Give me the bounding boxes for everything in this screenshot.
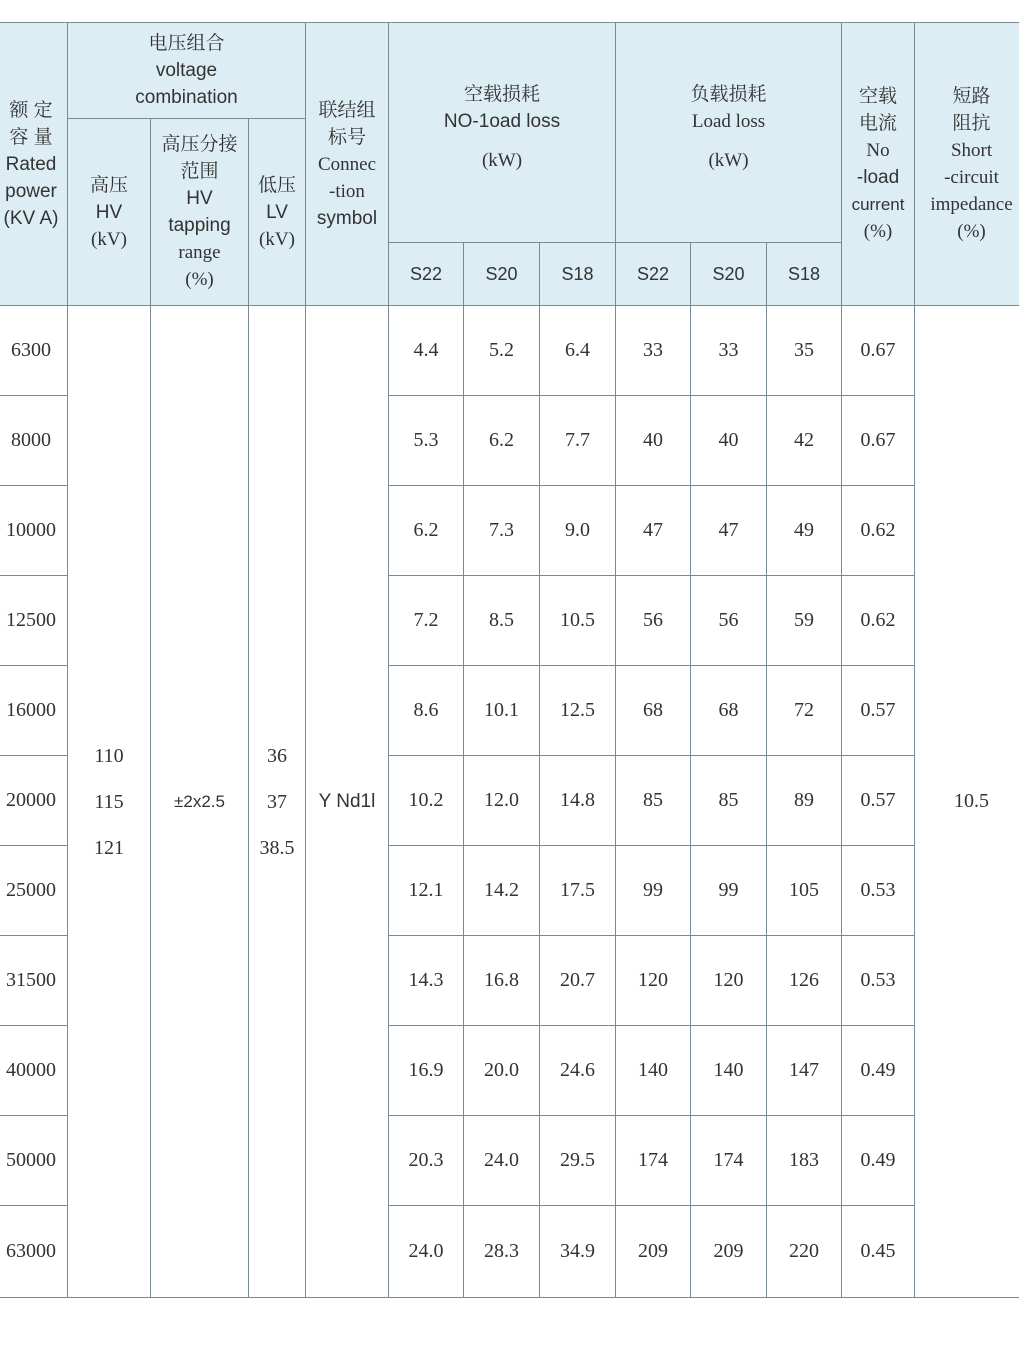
load-loss-s22-cell: 209 bbox=[616, 1206, 691, 1298]
load-loss-s18-cell: 220 bbox=[767, 1206, 842, 1298]
load-loss-s18-cell: 147 bbox=[767, 1026, 842, 1116]
no-load-loss-s20-cell: 12.0 bbox=[464, 756, 540, 846]
tapping-range-cell: ±2x2.5 bbox=[151, 306, 249, 1298]
rated-power-cell: 6300 bbox=[0, 306, 68, 396]
header-voltage-combination: 电压组合 voltage combination bbox=[68, 23, 306, 119]
no-load-loss-s22-cell: 5.3 bbox=[389, 396, 464, 486]
rated-power-cell: 20000 bbox=[0, 756, 68, 846]
no-load-current-cell: 0.67 bbox=[842, 396, 915, 486]
load-loss-s18-cell: 126 bbox=[767, 936, 842, 1026]
load-loss-s20-cell: 120 bbox=[691, 936, 767, 1026]
rated-power-cell: 25000 bbox=[0, 846, 68, 936]
lv-value: 36 bbox=[267, 744, 287, 767]
load-loss-s20-cell: 140 bbox=[691, 1026, 767, 1116]
no-load-loss-s20-cell: 16.8 bbox=[464, 936, 540, 1026]
rated-power-cell: 63000 bbox=[0, 1206, 68, 1298]
hv-value: 110 bbox=[94, 744, 124, 767]
load-loss-s22-cell: 68 bbox=[616, 666, 691, 756]
transformer-spec-table bbox=[0, 22, 1019, 1298]
load-loss-s18-cell: 35 bbox=[767, 306, 842, 396]
no-load-loss-s20-cell: 5.2 bbox=[464, 306, 540, 396]
load-loss-s20-cell: 85 bbox=[691, 756, 767, 846]
load-loss-s20-cell: 56 bbox=[691, 576, 767, 666]
no-load-loss-s18-cell: 17.5 bbox=[540, 846, 616, 936]
no-load-loss-s22-cell: 8.6 bbox=[389, 666, 464, 756]
no-load-loss-s20-cell: 24.0 bbox=[464, 1116, 540, 1206]
rated-power-cell: 10000 bbox=[0, 486, 68, 576]
load-loss-s18-cell: 72 bbox=[767, 666, 842, 756]
load-loss-s20-cell: 47 bbox=[691, 486, 767, 576]
no-load-loss-s20-cell: 10.1 bbox=[464, 666, 540, 756]
hv-values-cell bbox=[68, 306, 151, 1298]
header-rated-power: 额 定 容 量 Rated power (KV A) bbox=[0, 23, 68, 306]
no-load-loss-s18-cell: 14.8 bbox=[540, 756, 616, 846]
subheader-ll-s20: S20 bbox=[691, 243, 767, 306]
subheader-ll-s18: S18 bbox=[767, 243, 842, 306]
no-load-loss-s18-cell: 9.0 bbox=[540, 486, 616, 576]
rated-power-cell: 8000 bbox=[0, 396, 68, 486]
load-loss-s18-cell: 89 bbox=[767, 756, 842, 846]
lv-value: 38.5 bbox=[259, 836, 295, 859]
load-loss-s18-cell: 49 bbox=[767, 486, 842, 576]
load-loss-s18-cell: 59 bbox=[767, 576, 842, 666]
no-load-current-cell: 0.53 bbox=[842, 846, 915, 936]
no-load-loss-s18-cell: 29.5 bbox=[540, 1116, 616, 1206]
no-load-loss-s20-cell: 6.2 bbox=[464, 396, 540, 486]
no-load-current-cell: 0.57 bbox=[842, 666, 915, 756]
header-load-loss: 负载损耗 Load loss (kW) bbox=[616, 23, 842, 243]
no-load-loss-s22-cell: 24.0 bbox=[389, 1206, 464, 1298]
no-load-loss-s18-cell: 10.5 bbox=[540, 576, 616, 666]
rated-power-cell: 31500 bbox=[0, 936, 68, 1026]
lv-values-cell bbox=[249, 306, 306, 1298]
load-loss-s18-cell: 183 bbox=[767, 1116, 842, 1206]
load-loss-s22-cell: 120 bbox=[616, 936, 691, 1026]
load-loss-s22-cell: 56 bbox=[616, 576, 691, 666]
load-loss-s22-cell: 174 bbox=[616, 1116, 691, 1206]
load-loss-s22-cell: 40 bbox=[616, 396, 691, 486]
rated-power-cell: 50000 bbox=[0, 1116, 68, 1206]
load-loss-s20-cell: 174 bbox=[691, 1116, 767, 1206]
no-load-loss-s22-cell: 20.3 bbox=[389, 1116, 464, 1206]
no-load-current-cell: 0.57 bbox=[842, 756, 915, 846]
subheader-nl-s18: S18 bbox=[540, 243, 616, 306]
no-load-current-cell: 0.53 bbox=[842, 936, 915, 1026]
hv-value: 121 bbox=[94, 836, 124, 859]
load-loss-s22-cell: 33 bbox=[616, 306, 691, 396]
no-load-current-cell: 0.49 bbox=[842, 1026, 915, 1116]
load-loss-s20-cell: 209 bbox=[691, 1206, 767, 1298]
header-short-circuit-impedance: 短路 阻抗 Short -circuit impedance (%) bbox=[915, 23, 1019, 306]
header-connection-symbol: 联结组 标号 Connec -tion symbol bbox=[306, 23, 389, 306]
subheader-ll-s22: S22 bbox=[616, 243, 691, 306]
no-load-loss-s18-cell: 6.4 bbox=[540, 306, 616, 396]
load-loss-s20-cell: 33 bbox=[691, 306, 767, 396]
load-loss-s22-cell: 140 bbox=[616, 1026, 691, 1116]
no-load-loss-s20-cell: 20.0 bbox=[464, 1026, 540, 1116]
no-load-loss-s22-cell: 10.2 bbox=[389, 756, 464, 846]
rated-power-cell: 12500 bbox=[0, 576, 68, 666]
no-load-current-cell: 0.62 bbox=[842, 576, 915, 666]
load-loss-s20-cell: 40 bbox=[691, 396, 767, 486]
no-load-current-cell: 0.67 bbox=[842, 306, 915, 396]
no-load-loss-s22-cell: 6.2 bbox=[389, 486, 464, 576]
no-load-loss-s20-cell: 14.2 bbox=[464, 846, 540, 936]
no-load-loss-s20-cell: 7.3 bbox=[464, 486, 540, 576]
header-no-load-loss: 空载损耗 NO-1oad loss (kW) bbox=[389, 23, 616, 243]
no-load-loss-s18-cell: 12.5 bbox=[540, 666, 616, 756]
load-loss-s20-cell: 68 bbox=[691, 666, 767, 756]
no-load-loss-s20-cell: 28.3 bbox=[464, 1206, 540, 1298]
no-load-current-cell: 0.49 bbox=[842, 1116, 915, 1206]
no-load-loss-s20-cell: 8.5 bbox=[464, 576, 540, 666]
no-load-loss-s18-cell: 20.7 bbox=[540, 936, 616, 1026]
table-row bbox=[0, 306, 1019, 396]
rated-power-cell: 40000 bbox=[0, 1026, 68, 1116]
header-hv-tapping-range: 高压分接 范围 HV tapping range (%) bbox=[151, 119, 249, 306]
no-load-loss-s22-cell: 14.3 bbox=[389, 936, 464, 1026]
subheader-nl-s22: S22 bbox=[389, 243, 464, 306]
rated-power-cell: 16000 bbox=[0, 666, 68, 756]
load-loss-s18-cell: 105 bbox=[767, 846, 842, 936]
lv-value: 37 bbox=[267, 790, 287, 813]
no-load-loss-s18-cell: 24.6 bbox=[540, 1026, 616, 1116]
header-no-load-current: 空载 电流 No -load current (%) bbox=[842, 23, 915, 306]
header-lv: 低压 LV (kV) bbox=[249, 119, 306, 306]
impedance-cell: 10.5 bbox=[915, 306, 1019, 1298]
subheader-nl-s20: S20 bbox=[464, 243, 540, 306]
no-load-current-cell: 0.45 bbox=[842, 1206, 915, 1298]
load-loss-s22-cell: 47 bbox=[616, 486, 691, 576]
no-load-loss-s22-cell: 4.4 bbox=[389, 306, 464, 396]
no-load-current-cell: 0.62 bbox=[842, 486, 915, 576]
no-load-loss-s22-cell: 16.9 bbox=[389, 1026, 464, 1116]
no-load-loss-s22-cell: 12.1 bbox=[389, 846, 464, 936]
load-loss-s22-cell: 85 bbox=[616, 756, 691, 846]
connection-symbol-cell: Y Nd1l bbox=[306, 306, 389, 1298]
no-load-loss-s22-cell: 7.2 bbox=[389, 576, 464, 666]
no-load-loss-s18-cell: 7.7 bbox=[540, 396, 616, 486]
header-hv: 高压 HV (kV) bbox=[68, 119, 151, 306]
table-body bbox=[0, 306, 1019, 1298]
load-loss-s20-cell: 99 bbox=[691, 846, 767, 936]
load-loss-s18-cell: 42 bbox=[767, 396, 842, 486]
no-load-loss-s18-cell: 34.9 bbox=[540, 1206, 616, 1298]
load-loss-s22-cell: 99 bbox=[616, 846, 691, 936]
hv-value: 115 bbox=[94, 790, 124, 813]
